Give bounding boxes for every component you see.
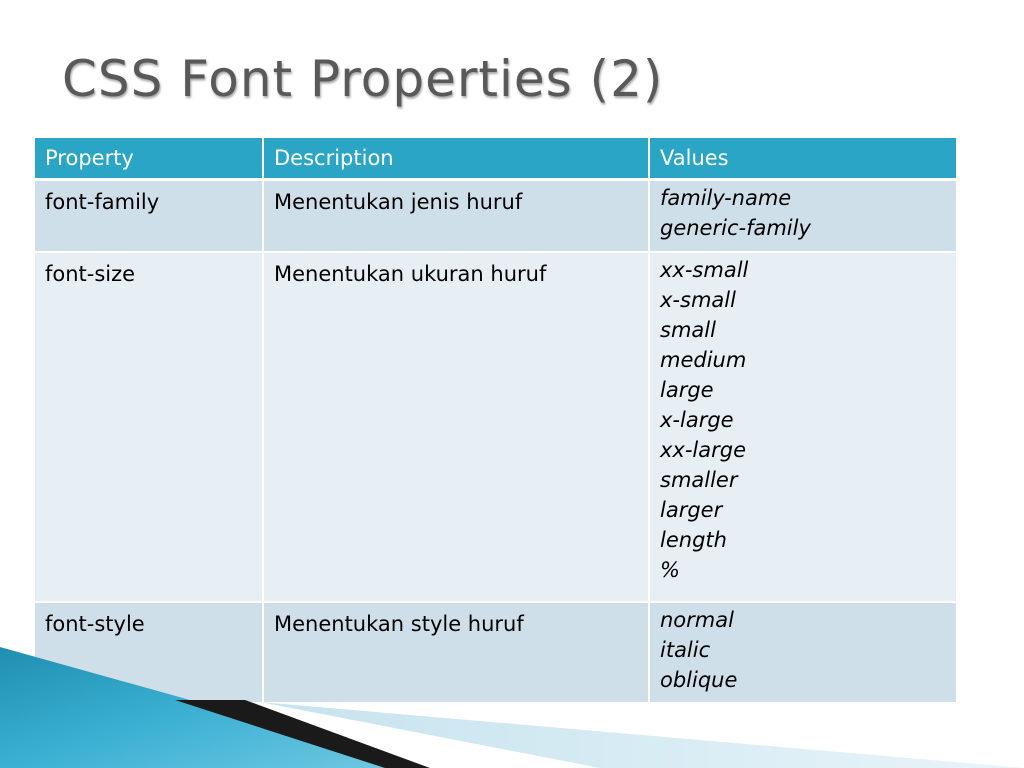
- value-item: italic: [660, 637, 711, 662]
- value-item: x-small: [660, 287, 736, 312]
- value-item: smaller: [660, 467, 738, 492]
- value-item: xx-large: [660, 437, 747, 462]
- description-cell: Menentukan style huruf: [263, 602, 649, 703]
- value-item: normal: [660, 607, 734, 632]
- property-cell: font-style: [34, 602, 263, 703]
- values-cell: [649, 252, 957, 602]
- column-header-description: Description: [263, 137, 649, 180]
- column-header-property: Property: [34, 137, 263, 180]
- column-header-values: Values: [649, 137, 957, 180]
- description-cell: Menentukan ukuran huruf: [263, 252, 649, 602]
- property-cell: font-family: [34, 180, 263, 252]
- value-item: large: [660, 377, 714, 402]
- value-item: larger: [660, 497, 723, 522]
- value-item: small: [660, 317, 716, 342]
- bottom-decorative-swoosh: [0, 640, 1024, 768]
- value-item: xx-small: [660, 257, 749, 282]
- property-cell: font-size: [34, 252, 263, 602]
- values-cell: [649, 180, 957, 252]
- value-item: x-large: [660, 407, 734, 432]
- font-properties-table-container: [33, 136, 956, 704]
- font-properties-table: [33, 136, 958, 704]
- value-item: medium: [660, 347, 747, 372]
- value-item: family-name: [660, 186, 792, 210]
- value-item: generic-family: [660, 216, 811, 240]
- slide-title: CSS Font Properties (2): [62, 50, 664, 108]
- description-cell: Menentukan jenis huruf: [263, 180, 649, 252]
- table-header-row: [34, 137, 957, 180]
- table-row-font-size: [34, 252, 957, 602]
- value-item: oblique: [660, 667, 738, 692]
- value-item: length: [660, 527, 727, 552]
- value-item: %: [660, 557, 680, 582]
- table-row-font-family: [34, 180, 957, 252]
